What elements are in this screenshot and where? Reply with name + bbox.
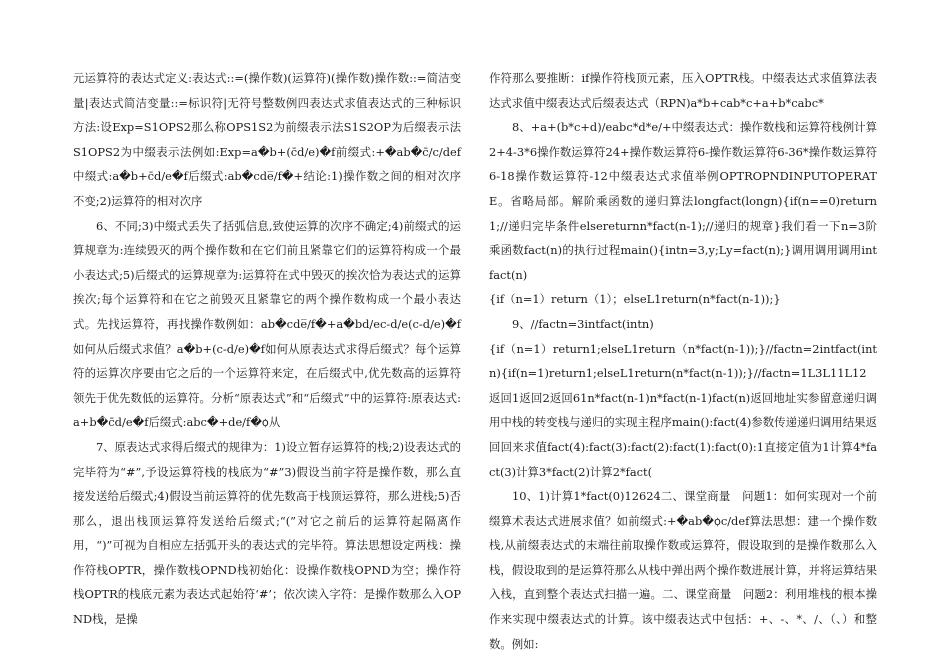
paragraph-9-continued: {if（n=1）return1;elseL1return（n*fact(n-1));}//factn=2intfact(intn){if(n=1)return1;elseL1return(n*fact(n-1));}//factn=1L3L11L12返回1返回2返回61n*fact(n-1)n*fact(n-1)fact(n)返回地址实参留意递归调用中栈的转变栈与递归的实现主程序main():fact(4)参数传递递归调用结果返回回来求值fact(4):fact(3):fact(2):fact(1):fact(0):1直接定值为1计算4*fact(3)计算3*fact(2)计算2*fact(: [489, 341, 877, 479]
paragraph-10: 10、1)计算1*fact(0)12624二、课堂商量 问题1：如何实现对一个前缀算术表达式进展求值？如前缀式:+�ab�ꟁc/def算法思想：建一个操作数栈,从前缀表达式的末端往前取操作数或运算符，假设取到的是操作数那么入栈，假设取到的是运算符那么从栈中弹出两个操作数进展计算，并将运算结果入栈，直到整个表达式扫描一遍。二、课堂商量 问题2：利用堆栈的根本操作来实现中缀表达式的计算。该中缀表达式中包括：+、-、*、/、（、）和整数。例如:: [489, 489, 877, 651]
paragraph-6: 6、不同;3)中缀式丢失了括弧信息,致使运算的次序不确定;4)前缀式的运算规章为:连续毁灭的两个操作数和在它们前且紧靠它们的运算符构成一个最小表达式;5)后缀式的运算规章为:运算符在式中毁灭的挨次恰为表达式的运算挨次;每个运算符和在它之前毁灭且紧靠它的两个操作数构成一个最小表达式。先找运算符，再找操作数例如：ab�cde̅/f�+a�bd/ec-d/e(c-d/e)�f如何从后缀式求值？a�b+(c-d/e)�f如何从原表达式求得后缀式？每个运算符的运算次序要由它之后的一个运算符来定，在后缀式中,优先数高的运算符领先于优先数低的运算符。分析“原表达式”和“后缀式”中的运算符:原表达式:a+b�c̄d/e�f后缀式:abc�+de/f�ꟁ从: [73, 218, 461, 430]
code-line-fact: {if（n=1）return（1）；elseL1return(n*fact(n-1));}: [489, 292, 781, 307]
paragraph-intro-continued: 元运算符的表达式定义:表达式::=(操作数)(运算符)(操作数)操作数::=简洁变量|表达式简洁变量::=标识符|无符号整数例四表达式求值表达式的三种标识方法:设Exp=S1OPS2那么称OPS1S2为前缀表示法S1S2OP为后缀表示法S1OPS2为中缀表示法例如:Exp=a�b+(c̄d/e)�f前缀式:+�ab�c̄/c/def中缀式:a�b+c̄d/e�f后缀式:ab�cde̅/f�+结论:1)操作数之间的相对次序不变;2)运算符的相对次序: [73, 71, 461, 208]
paragraph-8: 8、+a+(b*c+d)/eabc*d*e/+中缀表达式：操作数栈和运算符栈例计算2+4-3*6操作数运算符24+操作数运算符6-操作数运算符6-36*操作数运算符6-18操作数运算符-12中缀表达式求值举例OPTROPNDINPUTOPERATE。省略局部。解阶乘函数的递归算法longfact(longn){if(n==0)return1;//递归完毕条件elsereturnn*fact(n-1);//递归的规章}我们看一下n=3阶乘函数fact(n)的执行过程main(){intn=3,y;Ly=fact(n);}调用调用调用intfact(n): [489, 120, 877, 282]
paragraph-9: 9、//factn=3intfact(intn): [512, 316, 654, 331]
left-column: [73, 66, 461, 632]
paragraph-7-continued: 作符那么要推断：if操作符栈顶元素，压入OPTR栈。中缀表达式求值算法表达式求值中缀表达式后缀表达式（RPN)a*b+cab*c+a+b*cabc*: [489, 71, 877, 110]
right-column: [489, 66, 877, 656]
paragraph-7: 7、原表达式求得后缀式的规律为：1)设立暂存运算符的栈;2)设表达式的完毕符为“#”,予设运算符栈的栈底为“#”3)假设当前字符是操作数，那么直接发送给后缀式;4)假设当前运算符的优先数高于栈顶运算符，那么进栈;5)否那么，退出栈顶运算符发送给后缀式;“(”对它之前后的运算符起隔离作用，“)”可视为自相应左括弧开头的表达式的完毕符。算法思想设定两栈：操作符栈OPTR，操作数栈OPND栈初始化：设操作数栈OPND为空；操作符栈OPTR的栈底元素为表达式起始符‘#’；依次读入字符：是操作数那么入OPND栈，是操: [73, 439, 461, 627]
